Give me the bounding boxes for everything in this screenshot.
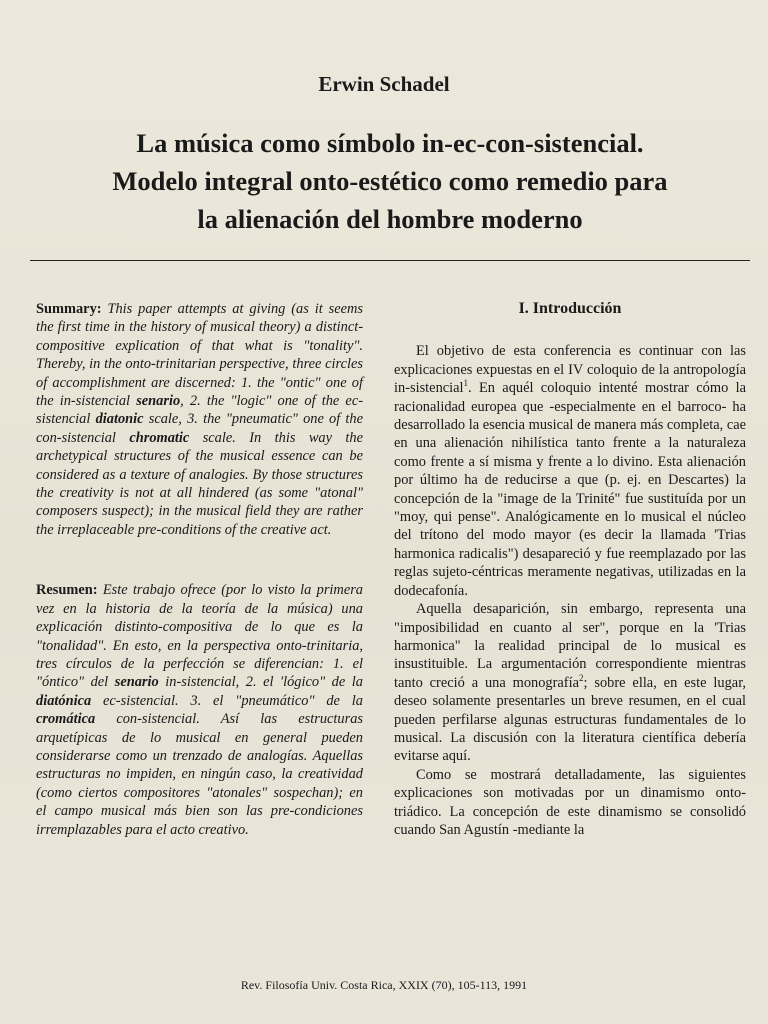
summary-bold-3: chromatic: [129, 429, 190, 446]
summary-bold-1: senario: [136, 393, 181, 410]
title-line-3: la alienación del hombre moderno: [197, 204, 583, 234]
resumen-label: Resumen:: [36, 582, 98, 599]
title-line-2: Modelo integral onto-estético como remedio para: [112, 166, 668, 196]
intro-p2-text-a: Aquella desaparición, sin embargo, representa una "imposibilidad en cuanto al ser", porque en la 'Trias harmonica" la realidad principal de lo musical es insustituible. La argumentación correspondiente mientras tanto creció a una monografía: [394, 601, 746, 691]
title-divider: [30, 260, 750, 261]
resumen-text-3: ec-sistencial. 3. el "pneumático" de la: [91, 692, 363, 709]
intro-paragraph-2: [394, 600, 746, 766]
summary-text-1: This paper attempts at giving (as it seems the first time in the history of musical theory) a distinct-compositive explication of that what is "tonality". Thereby, in the onto-trinitarian perspective, three circles of accomplishment are discerned: 1. the "ontic" one of the in-sistencial: [36, 301, 363, 410]
intro-p1-text-b: . En aquél coloquio intenté mostrar cómo la racionalidad europea que -especialmente en el barroco- ha desarrollado la esencia musical de manera más completa, cae en una alienación nihilística tanto frente a la naturaleza como frente a sí misma y frente a lo divino. Esta alienación por último ha de reducirse a que (p. ej. en Descartes) la concepción de la "image de la Trinité" fue sustituída por un "moy, qui pense". Analógicamente en lo musical el núcleo del trítono del modo mayor (es decir la llamada 'Trias harmonica radicalis") desapareció y fue reemplazado por las reglas sujeto-céntricas meramente negativas, utilizadas en la dodecafonía.: [394, 380, 747, 599]
resumen-text-1: Este trabajo ofrece (por lo visto la primera vez en la historia de la teoría de la música) una explicación distinto-compositiva de lo que es la "tonalidad". En esto, en la perspectiva onto-trinitaria, tres círculos de la perfección se diferencian: 1. el "óntico" del: [36, 582, 363, 691]
footnote-ref-2: 2: [578, 672, 584, 683]
citation-footer: Rev. Filosofía Univ. Costa Rica, XXIX (70), 105-113, 1991: [240, 978, 528, 992]
introduction-column: [394, 300, 746, 839]
resumen-bold-2: diatónica: [36, 692, 92, 709]
author-name: Erwin Schadel: [318, 72, 450, 96]
resumen-text-2: in-sistencial, 2. el 'lógico" de la: [158, 674, 363, 691]
abstracts-column: [36, 300, 363, 839]
summary-text-4: scale. In this way the archetypical structures of the musical essence can be considered as a texture of analogies. By those structures the creativity is not at all hindered (as some "atonal" composers suspect); in the musical field they are rather the irreplaceable pre-conditions of the creative act.: [36, 429, 363, 538]
intro-p2-text-b: ; sobre ella, en este lugar, deseo solamente presentarles un breve resumen, en el cual pueden perfilarse algunas estructuras fundamentales de lo musical. La discusión con la literatura científica debería evitarse aquí.: [394, 674, 747, 765]
intro-p1-text-a: El objetivo de esta conferencia es continuar con las explicaciones expuestas en el IV coloquio de la antropología in-sistencial: [394, 343, 746, 397]
summary-paragraph: [36, 300, 363, 539]
article-title: [30, 124, 750, 238]
summary-text-2: , 2. the "logic" one of the ec-sistencial: [36, 393, 364, 428]
title-line-1: La música como símbolo in-ec-con-sistencial.: [136, 128, 644, 158]
summary-text-3: scale, 3. the "pneumatic" one of the con-sistencial: [36, 411, 363, 446]
resumen-bold-1: senario: [114, 674, 159, 691]
intro-paragraph-3: Como se mostrará detalladamente, las siguientes explicaciones son motivadas por un dinamismo onto-triádico. La concepción de este dinamismo se consolidó cuando San Agustín -mediante la: [394, 766, 746, 838]
summary-bold-2: diatonic: [95, 411, 144, 428]
footnote-ref-1: 1: [463, 378, 469, 389]
resumen-paragraph: [36, 581, 363, 839]
section-heading: I. Introducción: [518, 300, 622, 317]
resumen-text-4: con-sistencial. Así las estructuras arquetípicas de lo musical en general pueden considerarse como un trenzado de analogías. Aquellas estructuras no impiden, en ningún caso, la creatividad (como ciertos compositores "atonales" sospechan); en el campo musical más bien son las pre-condiciones irremplazables para el acto creativo.: [36, 711, 363, 838]
summary-label: Summary:: [36, 301, 102, 317]
intro-paragraph-1: [394, 342, 746, 600]
resumen-bold-3: cromática: [36, 711, 96, 728]
